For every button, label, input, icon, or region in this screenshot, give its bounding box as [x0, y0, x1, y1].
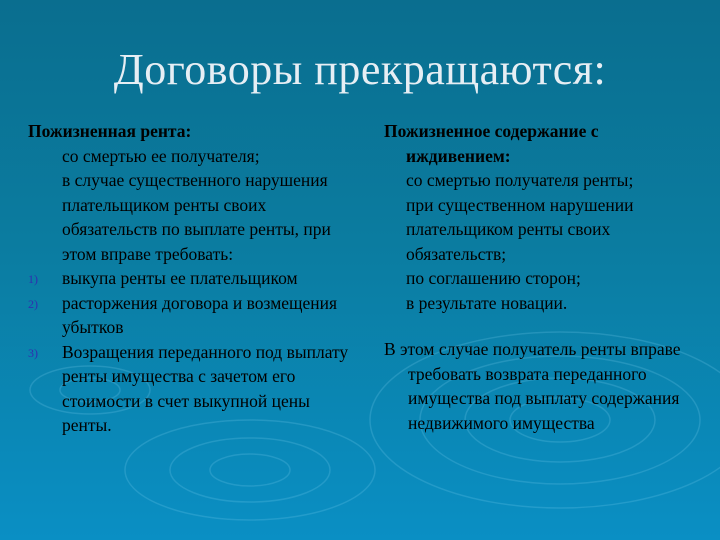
left-heading: Пожизненная рента:	[28, 121, 192, 141]
right-heading: Пожизненное содержание с иждивением:	[384, 121, 599, 166]
left-list-item: в случае существенного нарушения плательщиком ренты своих обязательств по выплате ренты, при этом вправе требовать:	[62, 170, 331, 264]
numbered-item	[28, 266, 358, 291]
slide-title: Договоры прекращаются:	[113, 45, 607, 94]
right-list-item: при существенном нарушении плательщиком ренты своих обязательств;	[406, 194, 634, 264]
right-column	[384, 119, 704, 435]
numbered-item-text: выкупа ренты ее плательщиком	[62, 268, 298, 288]
right-list-item: по соглашению сторон;	[406, 268, 581, 288]
numbered-item-text: расторжения договора и возмещения убытков	[62, 292, 338, 337]
number-marker: 1)	[28, 272, 38, 286]
number-marker: 3)	[28, 345, 38, 360]
numbered-item	[28, 340, 358, 438]
left-column	[28, 119, 358, 438]
numbered-item-text: Возращения переданного под выплату ренты имущества с зачетом его стоимости в счет выкупной цены ренты.	[62, 341, 349, 435]
left-list-item: со смертью ее получателя;	[62, 145, 260, 166]
right-list-item: в результате новации.	[406, 292, 568, 313]
right-list-item: со смертью получателя ренты;	[406, 170, 634, 190]
right-paragraph: В этом случае получатель ренты вправе требовать возврата переданного имущества под выплату содержания недвижимого имущества	[384, 339, 681, 433]
number-marker: 2)	[28, 296, 38, 311]
numbered-item	[28, 291, 358, 340]
